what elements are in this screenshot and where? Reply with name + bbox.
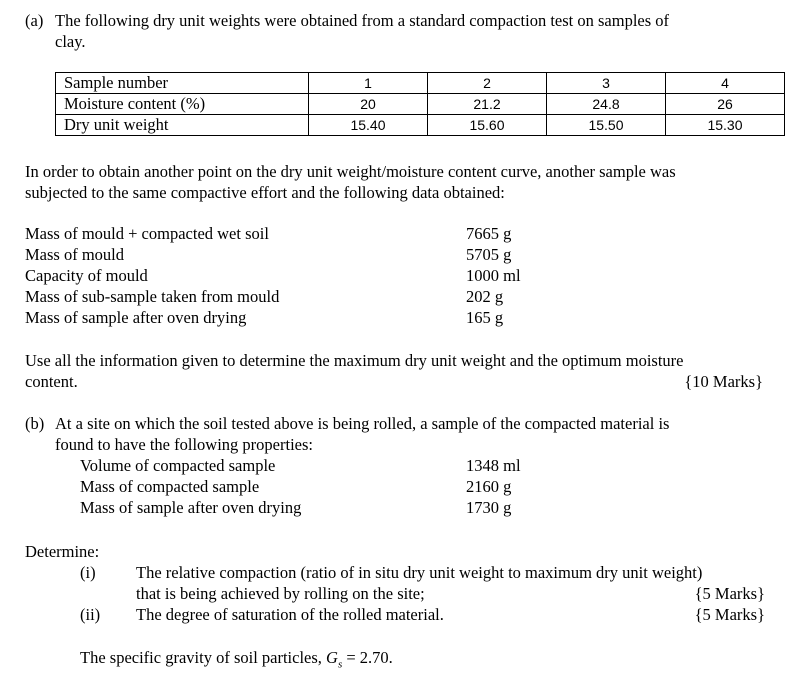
table-cell: 15.60 <box>428 115 547 136</box>
table-cell: 20 <box>309 94 428 115</box>
measurement-label: Capacity of mould <box>25 266 148 285</box>
table-cell: 4 <box>666 73 785 94</box>
question-2-text: The degree of saturation of the rolled material. <box>136 605 444 624</box>
part-a-label: (a) <box>25 11 44 30</box>
table-row-label: Moisture content (%) <box>56 94 309 115</box>
table-cell: 15.30 <box>666 115 785 136</box>
part-a-para-line2: subjected to the same compactive effort and the following data obtained: <box>25 183 505 202</box>
measurement-label: Mass of sample after oven drying <box>25 308 247 327</box>
part-a-marks: {10 Marks} <box>684 372 763 391</box>
part-a-intro-line2: clay. <box>55 32 86 51</box>
table-row <box>56 94 785 115</box>
measurement-value: 5705 g <box>466 245 512 264</box>
question-1-line2: that is being achieved by rolling on the site; <box>136 584 425 603</box>
table-row-label: Sample number <box>56 73 309 94</box>
measurement-value: 1000 ml <box>466 266 521 285</box>
table-cell: 1 <box>309 73 428 94</box>
table-row <box>56 73 785 94</box>
property-label: Volume of compacted sample <box>80 456 276 475</box>
question-2-number: (ii) <box>80 605 101 624</box>
question-1-marks: {5 Marks} <box>694 584 765 603</box>
table-cell: 26 <box>666 94 785 115</box>
part-b-intro-line2: found to have the following properties: <box>55 435 313 454</box>
table-row <box>56 115 785 136</box>
table-cell: 2 <box>428 73 547 94</box>
table-cell: 15.40 <box>309 115 428 136</box>
table-cell: 21.2 <box>428 94 547 115</box>
measurement-value: 165 g <box>466 308 504 327</box>
part-a-para-line1: In order to obtain another point on the dry unit weight/moisture content curve, another sample was <box>25 162 676 181</box>
part-b-intro-line1: At a site on which the soil tested above is being rolled, a sample of the compacted material is <box>55 414 670 433</box>
table-cell: 15.50 <box>547 115 666 136</box>
measurement-value: 202 g <box>466 287 504 306</box>
specific-gravity-note <box>80 647 393 675</box>
question-2-marks: {5 Marks} <box>694 605 765 624</box>
measurement-label: Mass of sub-sample taken from mould <box>25 287 280 306</box>
question-1-line1: The relative compaction (ratio of in situ dry unit weight to maximum dry unit weight) <box>136 563 703 582</box>
table-row-label: Dry unit weight <box>56 115 309 136</box>
part-b-label: (b) <box>25 414 45 433</box>
gs-prefix: The specific gravity of soil particles, <box>80 648 327 667</box>
part-a-task-line1: Use all the information given to determine the maximum dry unit weight and the optimum moisture <box>25 351 684 370</box>
gs-symbol: G <box>326 648 338 667</box>
gs-suffix: = 2.70. <box>342 648 393 667</box>
table-cell: 24.8 <box>547 94 666 115</box>
part-a-task-line2: content. <box>25 372 78 391</box>
compaction-table <box>55 72 785 136</box>
part-a-intro-line1: The following dry unit weights were obtained from a standard compaction test on samples of <box>55 11 670 30</box>
gs-subscript: s <box>337 658 343 671</box>
question-1-number: (i) <box>80 563 96 582</box>
property-label: Mass of sample after oven drying <box>80 498 302 517</box>
determine-heading: Determine: <box>25 542 100 561</box>
table-cell: 3 <box>547 73 666 94</box>
measurement-label: Mass of mould <box>25 245 124 264</box>
property-value: 1730 g <box>466 498 512 517</box>
property-value: 2160 g <box>466 477 512 496</box>
property-value: 1348 ml <box>466 456 521 475</box>
measurement-label: Mass of mould + compacted wet soil <box>25 224 269 243</box>
property-label: Mass of compacted sample <box>80 477 260 496</box>
measurement-value: 7665 g <box>466 224 512 243</box>
